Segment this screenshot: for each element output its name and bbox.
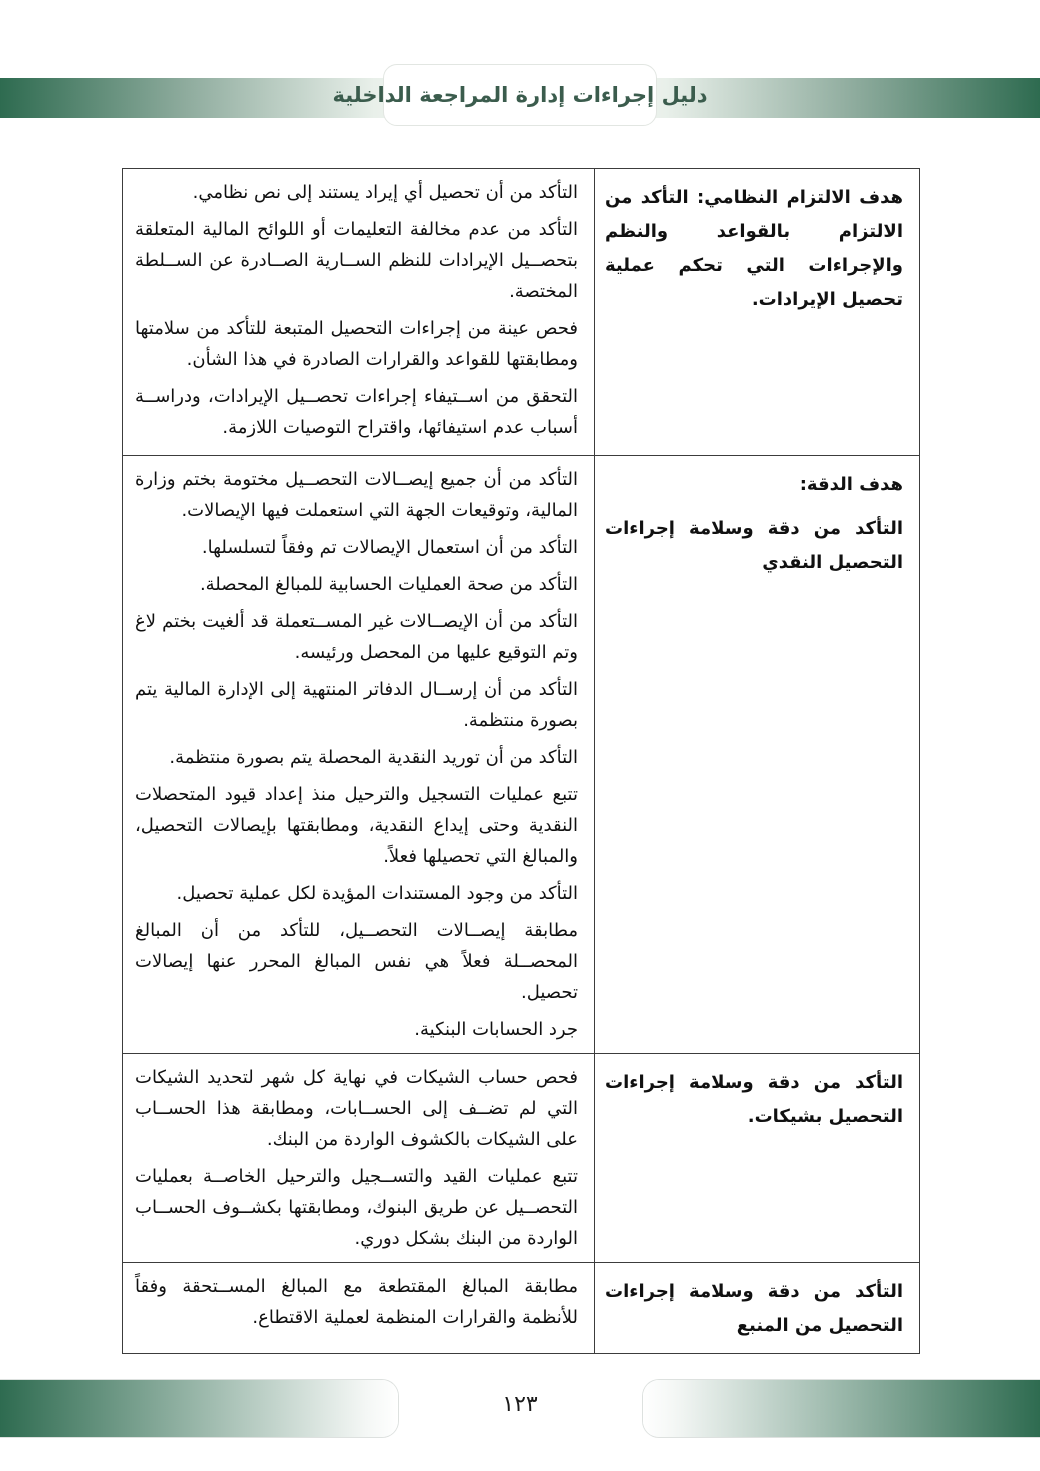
procedure-text: التأكد من أن إرســال الدفاتر المنتهية إلى الإدارة المالية يتم بصورة منتظمة.	[135, 679, 578, 731]
table-row	[123, 1054, 920, 1263]
procedure-text: مطابقة المبالغ المقتطعة مع المبالغ المســتحقة وفقاً للأنظمة والقرارات المنظمة لعملية الاقتطاع.	[135, 1276, 578, 1328]
procedure-text: التأكد من أن جميع إيصــالات التحصــيل مختومة بختم وزارة المالية، وتوقيعات الجهة التي استعملت فيها الإيصالات.	[135, 469, 578, 521]
objective-text: التأكد من دقة وسلامة إجراءات التحصيل بشيكات.	[605, 1072, 903, 1127]
audit-table-body	[123, 169, 920, 1354]
procedure-text: التأكد من أن استعمال الإيصالات تم وفقاً لتسلسلها.	[201, 537, 578, 558]
objective-text: هدف الدقة:	[799, 474, 903, 495]
procedure-text: جرد الحسابات البنكية.	[414, 1019, 578, 1040]
table-row	[123, 1263, 920, 1354]
objective-cell	[595, 1054, 920, 1263]
table-row	[123, 169, 920, 456]
procedure-text: التأكد من وجود المستندات المؤيدة لكل عملية تحصيل.	[176, 883, 578, 904]
procedures-cell	[123, 1054, 595, 1263]
page-number: ١٢٣	[502, 1392, 538, 1417]
table-row	[123, 456, 920, 1054]
procedure-text: التأكد من أن تحصيل أي إيراد يستند إلى نص نظامي.	[192, 182, 578, 203]
objective-text: التأكد من دقة وسلامة إجراءات التحصيل من المنبع	[605, 1281, 903, 1336]
procedure-text: فحص عينة من إجراءات التحصيل المتبعة للتأكد من سلامتها ومطابقتها للقواعد والقرارات الصادرة في هذا الشأن.	[135, 318, 578, 370]
objective-cell	[595, 169, 920, 456]
procedures-cell	[123, 169, 595, 456]
objective-text: التأكد من دقة وسلامة إجراءات التحصيل النقدي	[605, 518, 903, 573]
procedures-cell	[123, 456, 595, 1054]
procedure-text: التأكد من أن توريد النقدية المحصلة يتم بصورة منتظمة.	[169, 747, 578, 768]
procedures-cell	[123, 1263, 595, 1354]
procedure-text: التأكد من صحة العمليات الحسابية للمبالغ المحصلة.	[199, 574, 578, 595]
procedure-text: مطابقة إيصــالات التحصــيل، للتأكد من أن المبالغ المحصــلة فعلاً هي نفس المبالغ المحرر عنها إيصالات تحصيل.	[135, 920, 578, 1003]
procedure-text: تتبع عمليات التسجيل والترحيل منذ إعداد قيود المتحصلات النقدية وحتى إيداع النقدية، ومطابقتها بإيصالات التحصيل، والمبالغ التي تحصيلها فعلاً.	[135, 784, 578, 867]
procedure-text: تتبع عمليات القيد والتســجيل والترحيل الخاصــة بعمليات التحصــيل عن طريق البنوك، ومطابقتها بكشــوف الحســاب الواردة من البنك بشكل دوري.	[135, 1166, 578, 1249]
procedure-text: التأكد من عدم مخالفة التعليمات أو اللوائح المالية المتعلقة بتحصــيل الإيرادات للنظم الســارية الصــادرة عن الســلطة المختصة.	[135, 219, 578, 302]
procedure-text: التأكد من أن الإيصــالات غير المســتعملة قد ألغيت بختم لاغ وتم التوقيع عليها من المحصل ورئيسه.	[135, 611, 578, 663]
objective-cell	[595, 1263, 920, 1354]
procedure-text: فحص حساب الشيكات في نهاية كل شهر لتحديد الشيكات التي لم تضــف إلى الحســابات، ومطابقة هذا الحســاب على الشيكات بالكشوف الواردة من البنك.	[135, 1067, 578, 1150]
header-title-panel	[332, 64, 708, 126]
procedure-text: التحقق من اســتيفاء إجراءات تحصــيل الإيرادات، ودراســة أسباب عدم استيفائها، واقتراح التوصيات اللازمة.	[135, 386, 578, 438]
objective-text: هدف الالتزام النظامي: التأكد من الالتزام بالقواعد والنظم والإجراءات التي تحكم عملية تحصيل الإيرادات.	[605, 187, 903, 310]
audit-table	[122, 168, 920, 1354]
page-title: دليل إجراءات إدارة المراجعة الداخلية	[332, 83, 708, 107]
objective-cell	[595, 456, 920, 1054]
